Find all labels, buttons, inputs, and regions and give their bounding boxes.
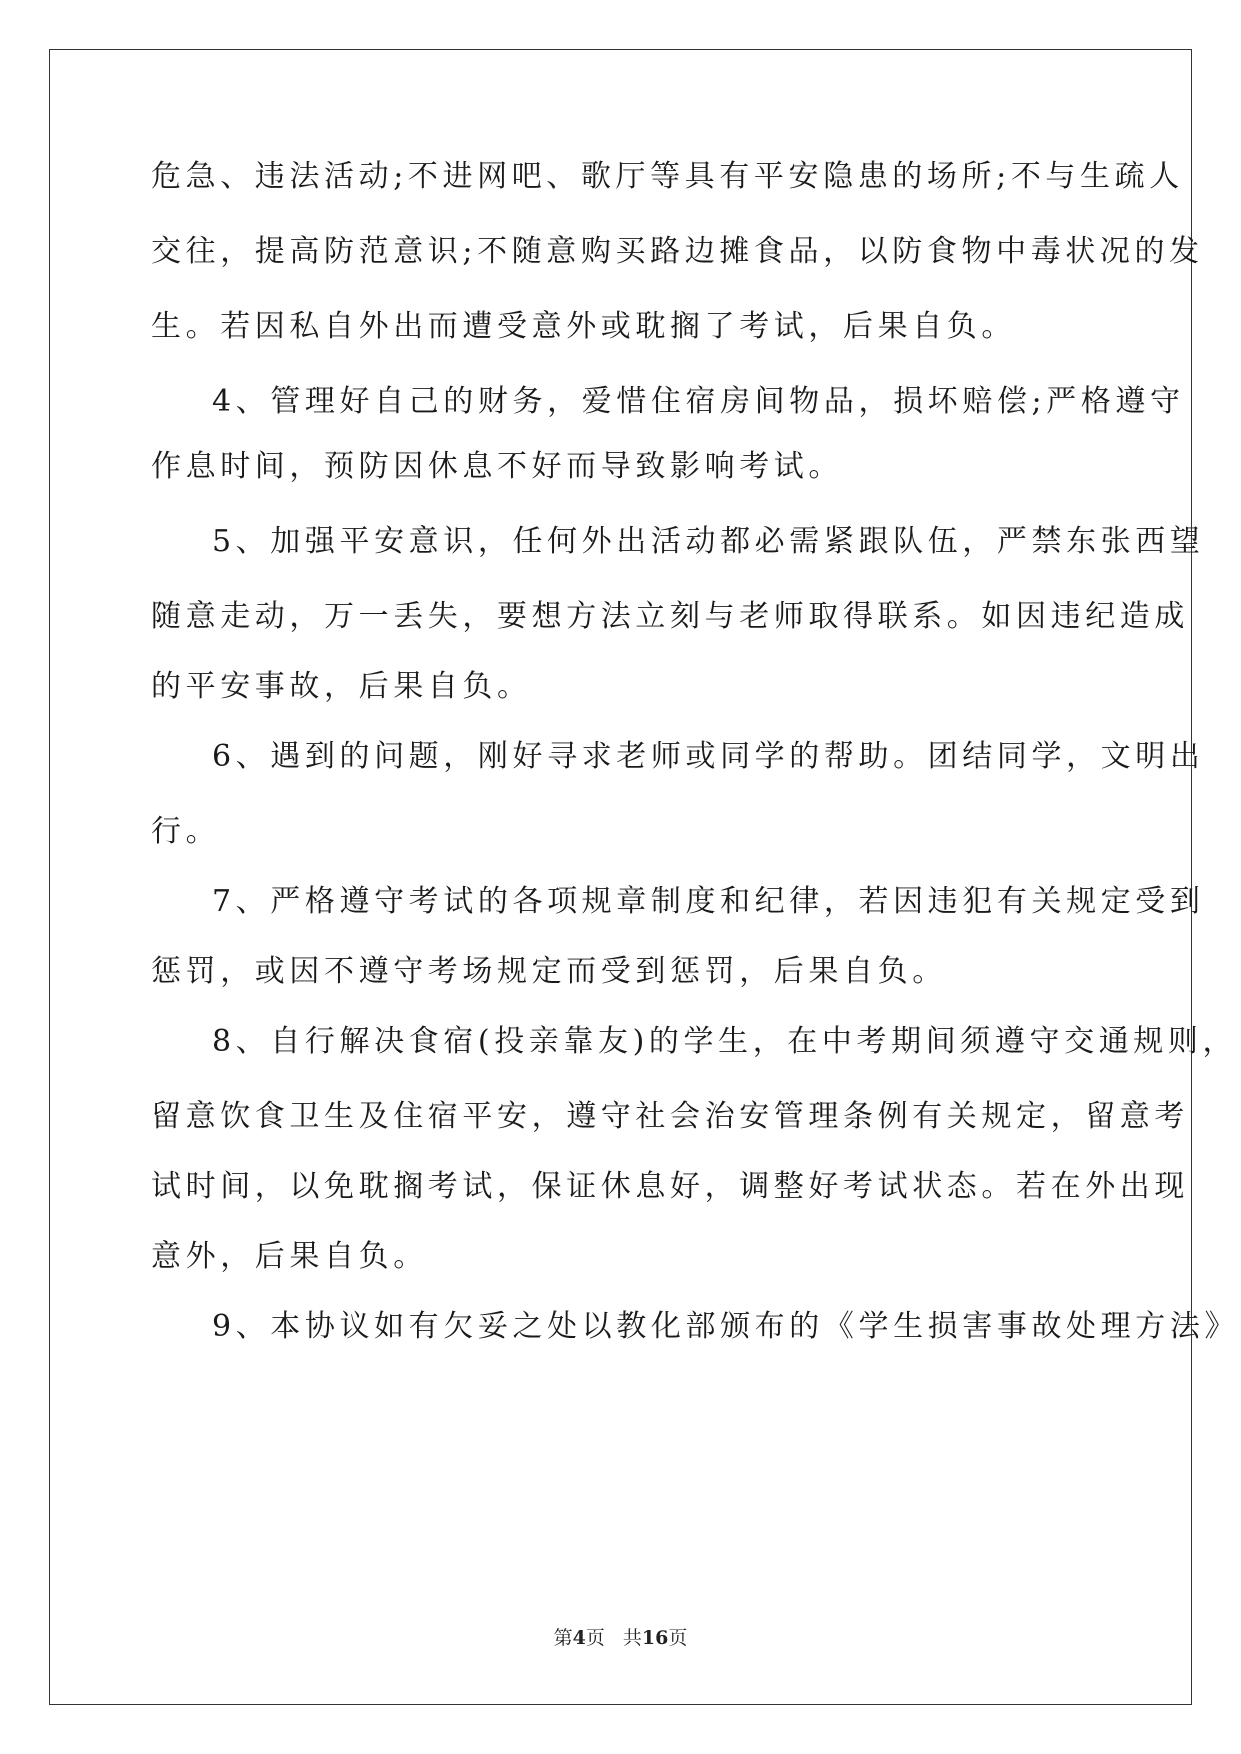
- paragraph-line: 试时间，以免耽搁考试，保证休息好，调整好考试状态。若在外出现: [151, 1169, 1189, 1204]
- paragraph-line: 行。: [151, 814, 221, 849]
- page-border: [49, 49, 1192, 1705]
- page-footer: [0, 1626, 1241, 1650]
- footer-page-unit: 页: [585, 1627, 605, 1649]
- footer-total-unit: 页: [668, 1627, 688, 1649]
- paragraph-line: 随意走动，万一丢失，要想方法立刻与老师取得联系。如因违纪造成: [151, 599, 1189, 634]
- paragraph-line: 惩罚，或因不遵守考场规定而受到惩罚，后果自负。: [151, 954, 947, 989]
- paragraph-line: 生。若因私自外出而遭受意外或耽搁了考试，后果自负。: [151, 309, 1016, 344]
- footer-page-prefix: 第: [553, 1627, 573, 1649]
- paragraph-line: 的平安事故，后果自负。: [151, 669, 532, 704]
- paragraph-line: 4、管理好自己的财务，爱惜住宿房间物品，损坏赔偿;严格遵守: [212, 384, 1185, 419]
- paragraph-line: 危急、违法活动;不进网吧、歌厅等具有平安隐患的场所;不与生疏人: [151, 159, 1184, 194]
- footer-total-prefix: 共: [622, 1627, 642, 1649]
- paragraph-line: 8、自行解决食宿(投亲靠友)的学生，在中考期间须遵守交通规则，: [212, 1024, 1238, 1059]
- footer-page-number: 4: [572, 1627, 586, 1649]
- paragraph-line: 作息时间，预防因休息不好而导致影响考试。: [151, 449, 843, 484]
- footer-total-pages: 16: [641, 1627, 669, 1649]
- paragraph-line: 意外，后果自负。: [151, 1239, 428, 1274]
- paragraph-line: 交往，提高防范意识;不随意购买路边摊食品，以防食物中毒状况的发: [151, 234, 1204, 269]
- paragraph-line: 7、严格遵守考试的各项规章制度和纪律，若因违犯有关规定受到: [212, 884, 1205, 919]
- paragraph-line: 6、遇到的问题，刚好寻求老师或同学的帮助。团结同学，文明出: [212, 739, 1205, 774]
- paragraph-line: 5、加强平安意识，任何外出活动都必需紧跟队伍，严禁东张西望: [212, 524, 1205, 559]
- paragraph-line: 留意饮食卫生及住宿平安，遵守社会治安管理条例有关规定，留意考: [151, 1099, 1189, 1134]
- paragraph-line: 9、本协议如有欠妥之处以教化部颁布的《学生损害事故处理方法》: [212, 1309, 1240, 1344]
